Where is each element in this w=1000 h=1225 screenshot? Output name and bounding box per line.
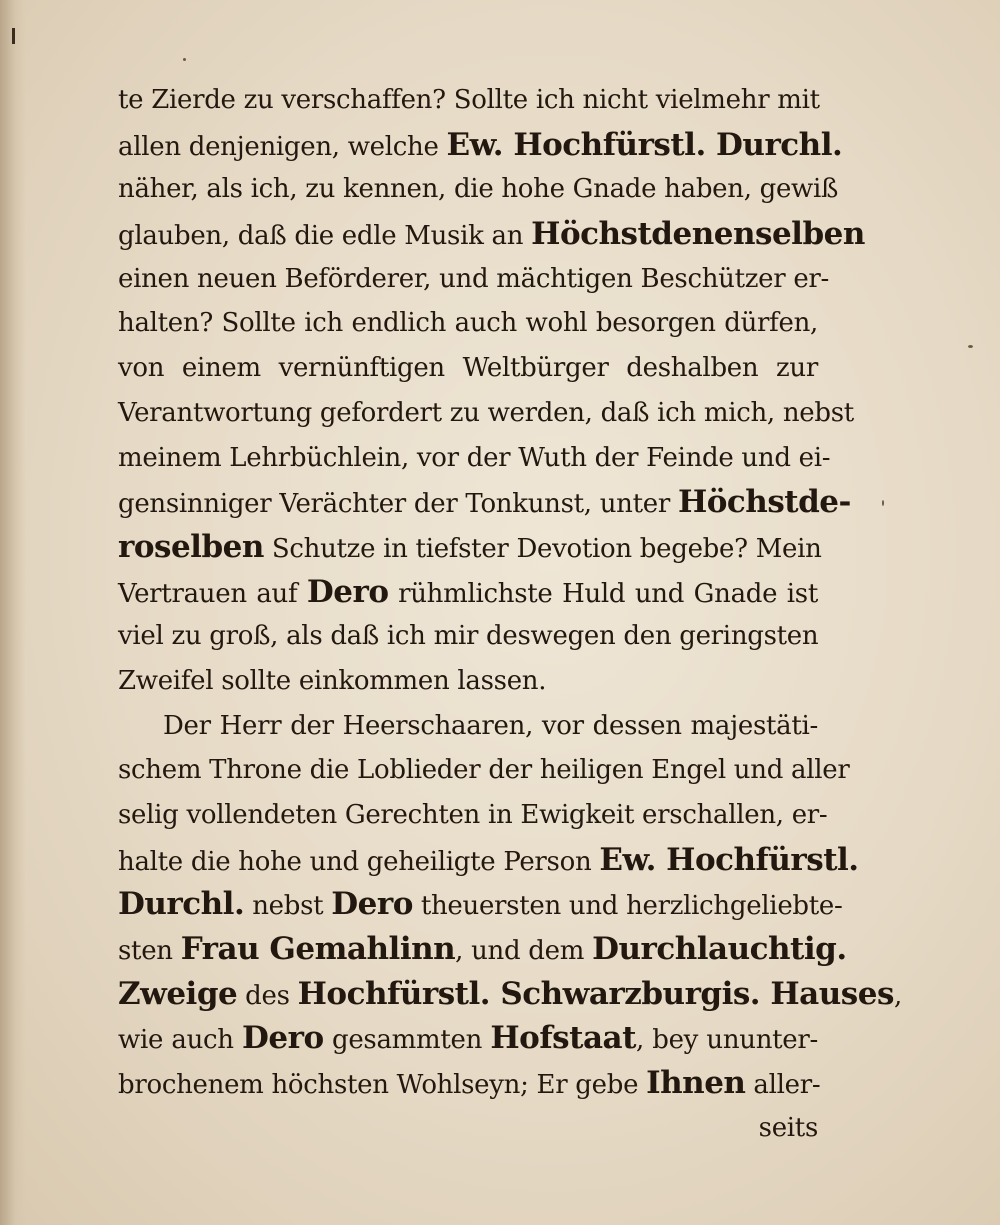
text-segment: gensinniger Verächter der Tonkunst, unter: [118, 489, 678, 520]
text-line: [118, 525, 822, 570]
paper-speck: [882, 500, 884, 506]
text-line: [118, 301, 818, 346]
page-text: [118, 78, 902, 1151]
text-line: [118, 480, 851, 525]
text-segment: ,: [893, 980, 902, 1011]
text-line: [118, 436, 831, 481]
paper-speck: [968, 345, 973, 348]
text-segment: halte die hohe und geheiligte Person: [118, 846, 600, 877]
emphasized-text: Dero: [242, 1020, 324, 1057]
text-line: [118, 882, 843, 927]
text-segment: nebst: [244, 891, 332, 922]
text-line: [118, 167, 839, 212]
emphasized-text: Dero: [306, 573, 389, 610]
text-line: [118, 212, 865, 257]
emphasized-text: roselben: [118, 528, 264, 565]
emphasized-text: Ew. Hochfürstl.: [599, 841, 859, 878]
text-segment: einen neuen Beförderer, und mächtigen Beschützer er-: [118, 263, 830, 294]
catchword: seits: [758, 1112, 818, 1143]
emphasized-text: Hofstaat: [490, 1020, 636, 1057]
text-segment: Zweifel sollte einkommen lassen.: [118, 665, 547, 696]
text-line: [118, 748, 850, 793]
text-line: [118, 123, 843, 168]
text-line: [118, 78, 818, 123]
text-line: [118, 614, 818, 659]
text-line: [118, 927, 847, 972]
emphasized-text: Frau Gemahlinn: [180, 931, 456, 968]
emphasized-text: Ew. Hochfürstl. Durchl.: [446, 126, 843, 163]
emphasized-text: Dero: [331, 886, 413, 923]
emphasized-text: Hochfürstl. Schwarzburgis. Hauses: [297, 975, 894, 1012]
text-segment: schem Throne die Loblieder der heiligen Engel und aller: [118, 755, 850, 786]
text-line: [118, 391, 854, 436]
text-segment: , bey ununter-: [635, 1025, 818, 1056]
margin-mark: [12, 28, 15, 44]
emphasized-text: Höchstdenenselben: [531, 216, 865, 253]
text-segment: gesammten: [323, 1025, 491, 1056]
text-segment: theuersten und herzlichgeliebte-: [412, 891, 843, 922]
text-line: [118, 972, 902, 1017]
emphasized-text: Ihnen: [646, 1065, 746, 1102]
text-segment: te Zierde zu verschaffen? Sollte ich nicht vielmehr mit: [118, 85, 820, 115]
text-line: [118, 793, 828, 838]
text-segment: des: [237, 980, 298, 1011]
text-segment: Verantwortung gefordert zu werden, daß ich mich, nebst: [118, 397, 854, 428]
text-line: [118, 838, 859, 883]
text-segment: aller-: [745, 1070, 821, 1101]
emphasized-text: Durchlauchtig.: [592, 931, 847, 968]
text-segment: viel zu groß, als daß ich mir deswegen den geringsten: [118, 621, 819, 652]
text-segment: halten? Sollte ich endlich auch wohl besorgen dürfen,: [118, 308, 818, 339]
text-segment: brochenem höchsten Wohlseyn; Er gebe: [118, 1070, 647, 1101]
text-segment: Schutze in tiefster Devotion begebe? Mein: [263, 533, 822, 564]
emphasized-text: Zweige: [118, 975, 238, 1012]
text-segment: rühmlichste Huld und Gnade ist: [388, 578, 818, 609]
text-segment: näher, als ich, zu kennen, die hohe Gnade haben, gewiß: [118, 174, 839, 205]
text-segment: selig vollendeten Gerechten in Ewigkeit erschallen, er-: [118, 800, 828, 830]
paragraph-start-line: [118, 704, 818, 749]
text-segment: allen denjenigen, welche: [118, 131, 447, 162]
text-line: [118, 1061, 821, 1106]
text-segment: Der Herr der Heerschaaren, vor dessen majestäti-: [163, 710, 818, 741]
text-segment: glauben, daß die edle Musik an: [118, 221, 532, 252]
page-left-edge: [0, 0, 26, 1225]
text-line: [118, 257, 830, 302]
text-segment: meinem Lehrbüchlein, vor der Wuth der Feinde und ei-: [118, 442, 831, 473]
paper-speck: [183, 58, 186, 61]
text-segment: Vertrauen auf: [118, 578, 307, 609]
emphasized-text: Durchl.: [118, 886, 245, 923]
emphasized-text: Höchstde-: [677, 484, 851, 521]
text-line: [118, 570, 818, 615]
text-segment: von einem vernünftigen Weltbürger deshalben zur: [118, 353, 818, 384]
text-segment: wie auch: [118, 1025, 243, 1056]
text-line: [118, 346, 818, 391]
paragraph-end-line: [118, 659, 818, 704]
text-line: [118, 1016, 818, 1061]
text-segment: , und dem: [455, 936, 593, 967]
text-segment: sten: [118, 936, 181, 967]
